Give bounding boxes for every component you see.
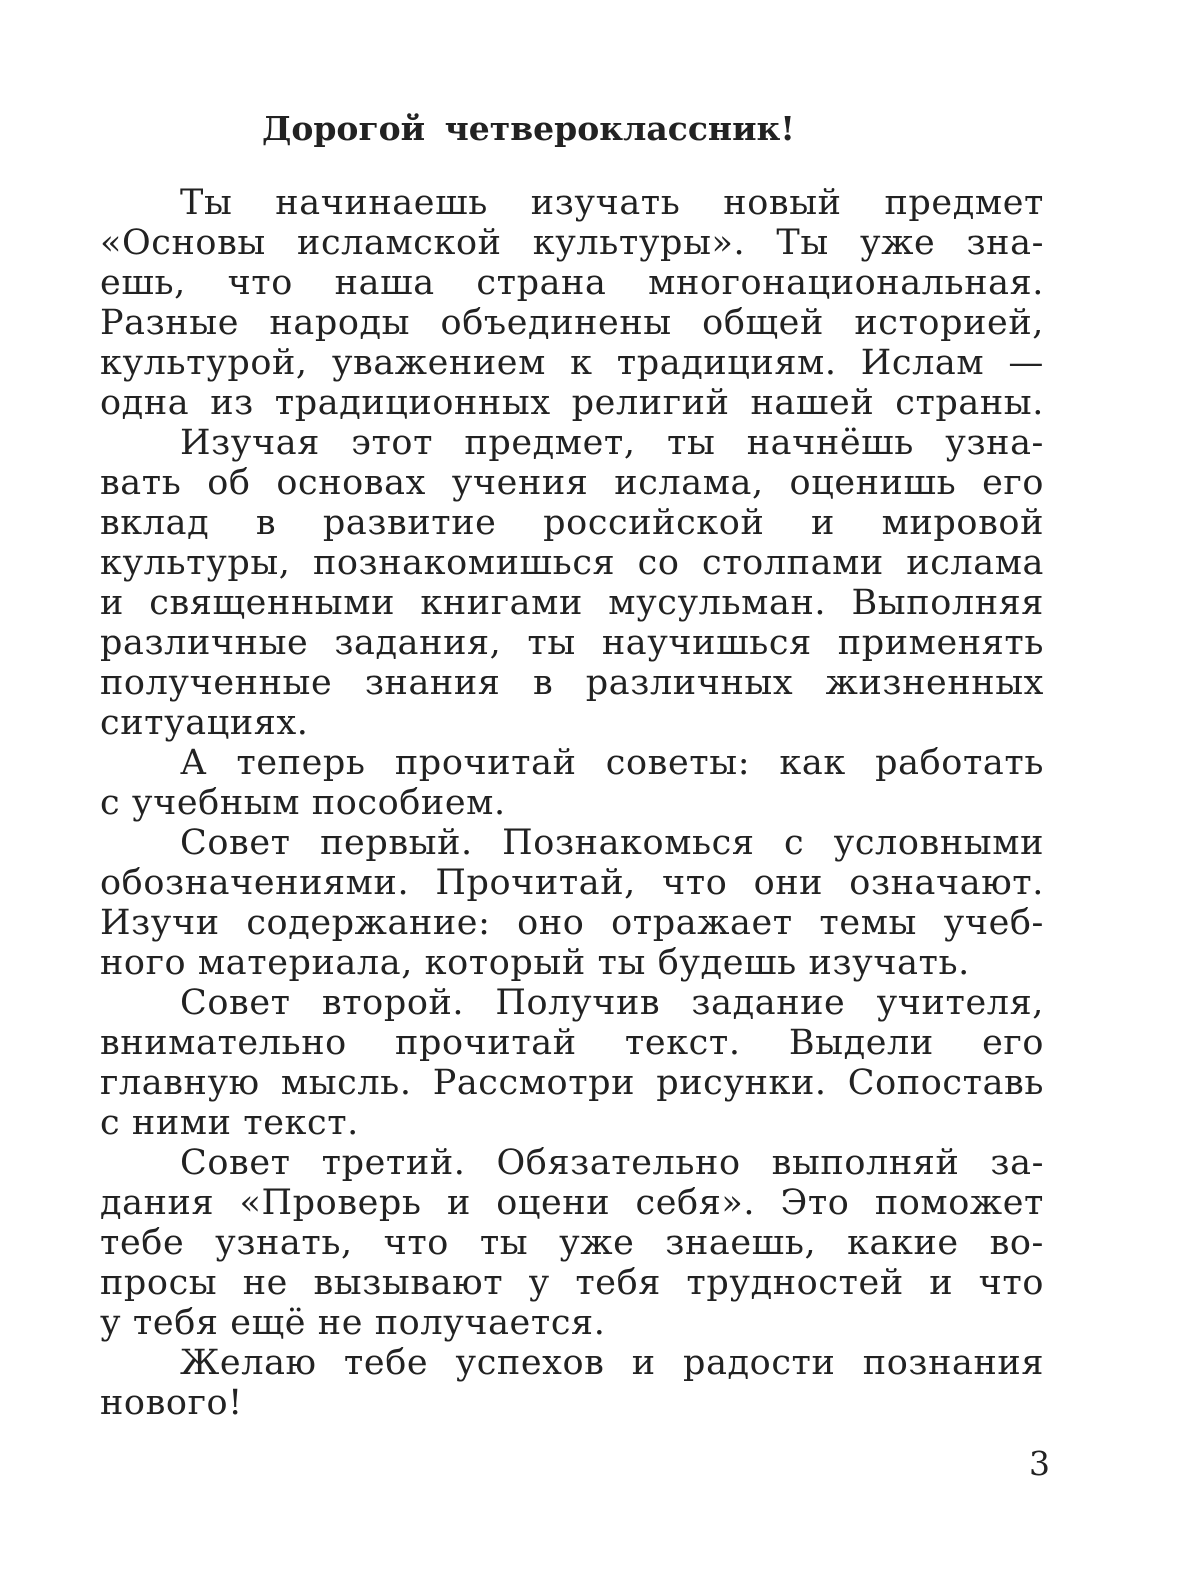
text-line: обозначениями. Прочитай, что они означают. [100, 863, 1044, 903]
text-line: ситуациях. [100, 703, 309, 743]
text-line: с учебным пособием. [100, 783, 506, 823]
text-line: Совет третий. Обязательно выполняй за- [180, 1143, 1044, 1183]
text-line: Совет первый. Познакомься с условными [180, 823, 1044, 863]
text-line: Ты начинаешь изучать новый предмет [180, 183, 1044, 223]
page-number: 3 [1029, 1444, 1050, 1483]
text-line: ного материала, который ты будешь изучать. [100, 943, 970, 983]
page-heading: Дорогой четвероклассник! [262, 109, 795, 148]
text-line: одна из традиционных религий нашей страны. [100, 383, 1044, 423]
text-line: Разные народы объединены общей историей, [100, 303, 1044, 343]
text-line: вклад в развитие российской и мировой [100, 503, 1044, 543]
text-line: внимательно прочитай текст. Выдели его [100, 1023, 1044, 1063]
text-line: Желаю тебе успехов и радости познания [180, 1343, 1044, 1383]
body-text [100, 183, 1044, 1423]
text-line: А теперь прочитай советы: как работать [180, 743, 1044, 783]
text-line: главную мысль. Рассмотри рисунки. Сопоставь [100, 1063, 1044, 1103]
text-line: Изучи содержание: оно отражает темы учеб- [100, 903, 1044, 943]
text-line: Изучая этот предмет, ты начнёшь узна- [180, 423, 1044, 463]
text-line: Совет второй. Получив задание учителя, [180, 983, 1044, 1023]
text-line: ешь, что наша страна многонациональная. [100, 263, 1044, 303]
text-line: культуры, познакомишься со столпами ислама [100, 543, 1044, 583]
text-line: «Основы исламской культуры». Ты уже зна- [100, 223, 1044, 263]
text-line: полученные знания в различных жизненных [100, 663, 1044, 703]
text-line: тебе узнать, что ты уже знаешь, какие во- [100, 1223, 1044, 1263]
text-line: у тебя ещё не получается. [100, 1303, 606, 1343]
text-line: и священными книгами мусульман. Выполняя [100, 583, 1044, 623]
text-line: дания «Проверь и оцени себя». Это поможет [100, 1183, 1044, 1223]
text-line: вать об основах учения ислама, оценишь его [100, 463, 1044, 503]
text-line: культурой, уважением к традициям. Ислам — [100, 343, 1044, 383]
text-line: с ними текст. [100, 1103, 359, 1143]
text-line: различные задания, ты научишься применять [100, 623, 1044, 663]
text-line: нового! [100, 1383, 243, 1423]
text-line: просы не вызывают у тебя трудностей и что [100, 1263, 1044, 1303]
